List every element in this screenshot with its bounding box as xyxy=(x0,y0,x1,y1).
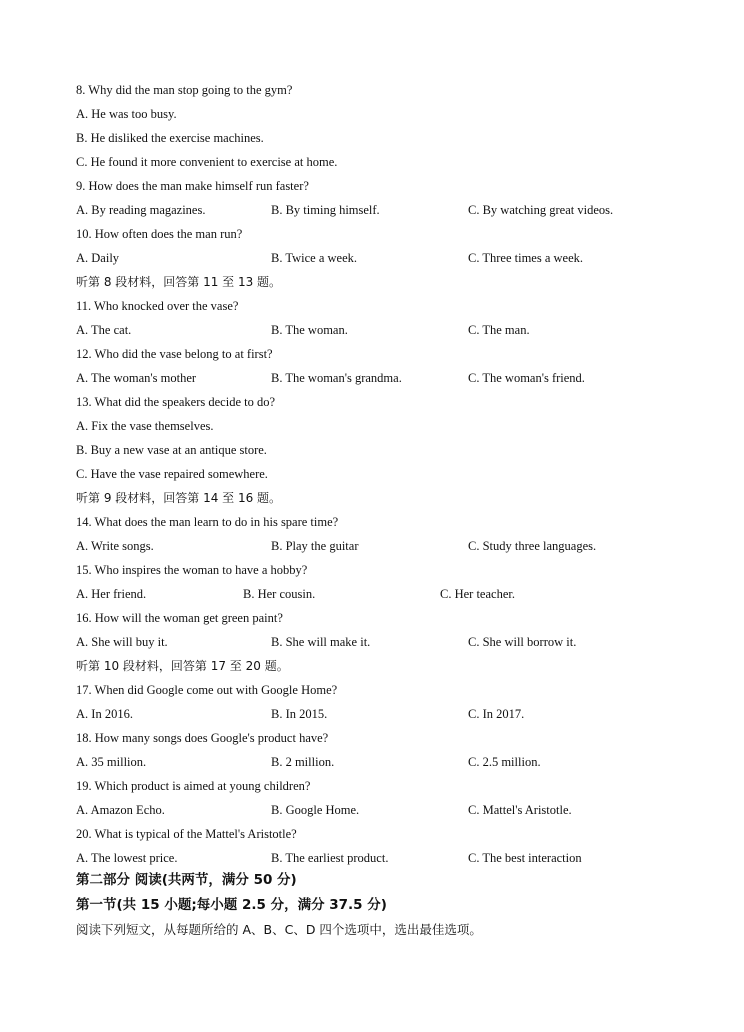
q15-option-c: C. Her teacher. xyxy=(440,587,515,601)
q20-option-c: C. The best interaction xyxy=(468,851,582,865)
q16-option-c: C. She will borrow it. xyxy=(468,635,577,649)
question-10: 10. How often does the man run? xyxy=(76,227,243,241)
q10-option-b: B. Twice a week. xyxy=(271,251,358,265)
question-8: 8. Why did the man stop going to the gym? xyxy=(76,83,293,97)
question-12: 12. Who did the vase belong to at first? xyxy=(76,347,273,361)
q17-option-c: C. In 2017. xyxy=(468,707,525,721)
q10-option-a: A. Daily xyxy=(76,251,120,265)
question-16: 16. How will the woman get green paint? xyxy=(76,611,283,625)
q19-option-b: B. Google Home. xyxy=(271,803,360,817)
q16-option-b: B. She will make it. xyxy=(271,635,371,649)
q16-option-a: A. She will buy it. xyxy=(76,635,168,649)
q8-option-a: A. He was too busy. xyxy=(76,107,177,121)
q15-option-a: A. Her friend. xyxy=(76,587,147,601)
q14-option-b: B. Play the guitar xyxy=(271,539,359,553)
q14-option-c: C. Study three languages. xyxy=(468,539,597,553)
q19-option-c: C. Mattel's Aristotle. xyxy=(468,803,572,817)
question-17: 17. When did Google come out with Google Home? xyxy=(76,683,338,697)
question-20: 20. What is typical of the Mattel's Aristotle? xyxy=(76,827,297,841)
q9-option-a: A. By reading magazines. xyxy=(76,203,206,217)
question-11: 11. Who knocked over the vase? xyxy=(76,299,239,313)
question-14: 14. What does the man learn to do in his spare time? xyxy=(76,515,339,529)
q20-option-b: B. The earliest product. xyxy=(271,851,389,865)
question-15: 15. Who inspires the woman to have a hobby? xyxy=(76,563,308,577)
q17-option-b: B. In 2015. xyxy=(271,707,328,721)
section-1-heading: 第一节(共 15 小题;每小题 2.5 分，满分 37.5 分) xyxy=(76,897,387,913)
q8-option-b: B. He disliked the exercise machines. xyxy=(76,131,264,145)
q19-option-a: A. Amazon Echo. xyxy=(76,803,165,817)
q14-option-a: A. Write songs. xyxy=(76,539,154,553)
q15-option-b: B. Her cousin. xyxy=(243,587,316,601)
q8-option-c: C. He found it more convenient to exercise at home. xyxy=(76,155,338,169)
q13-option-c: C. Have the vase repaired somewhere. xyxy=(76,467,268,481)
q9-option-b: B. By timing himself. xyxy=(271,203,380,217)
q18-option-b: B. 2 million. xyxy=(271,755,335,769)
part-2-heading: 第二部分 阅读(共两节，满分 50 分) xyxy=(76,872,297,888)
question-9: 9. How does the man make himself run faster? xyxy=(76,179,309,193)
q9-option-c: C. By watching great videos. xyxy=(468,203,614,217)
question-19: 19. Which product is aimed at young children? xyxy=(76,779,311,793)
q12-option-b: B. The woman's grandma. xyxy=(271,371,402,385)
question-13: 13. What did the speakers decide to do? xyxy=(76,395,276,409)
section-10-instruction: 听第 10 段材料，回答第 17 至 20 题。 xyxy=(76,659,289,673)
q10-option-c: C. Three times a week. xyxy=(468,251,584,265)
q11-option-a: A. The cat. xyxy=(76,323,132,337)
q13-option-a: A. Fix the vase themselves. xyxy=(76,419,214,433)
q11-option-b: B. The woman. xyxy=(271,323,348,337)
section-8-instruction: 听第 8 段材料，回答第 11 至 13 题。 xyxy=(76,275,282,289)
q20-option-a: A. The lowest price. xyxy=(76,851,178,865)
q11-option-c: C. The man. xyxy=(468,323,530,337)
q12-option-c: C. The woman's friend. xyxy=(468,371,585,385)
question-18: 18. How many songs does Google's product have? xyxy=(76,731,329,745)
q13-option-b: B. Buy a new vase at an antique store. xyxy=(76,443,267,457)
reading-instruction: 阅读下列短文，从每题所给的 A、B、C、D 四个选项中，选出最佳选项。 xyxy=(76,922,482,937)
q18-option-c: C. 2.5 million. xyxy=(468,755,541,769)
q12-option-a: A. The woman's mother xyxy=(76,371,197,385)
q18-option-a: A. 35 million. xyxy=(76,755,147,769)
q17-option-a: A. In 2016. xyxy=(76,707,133,721)
section-9-instruction: 听第 9 段材料，回答第 14 至 16 题。 xyxy=(76,491,282,505)
